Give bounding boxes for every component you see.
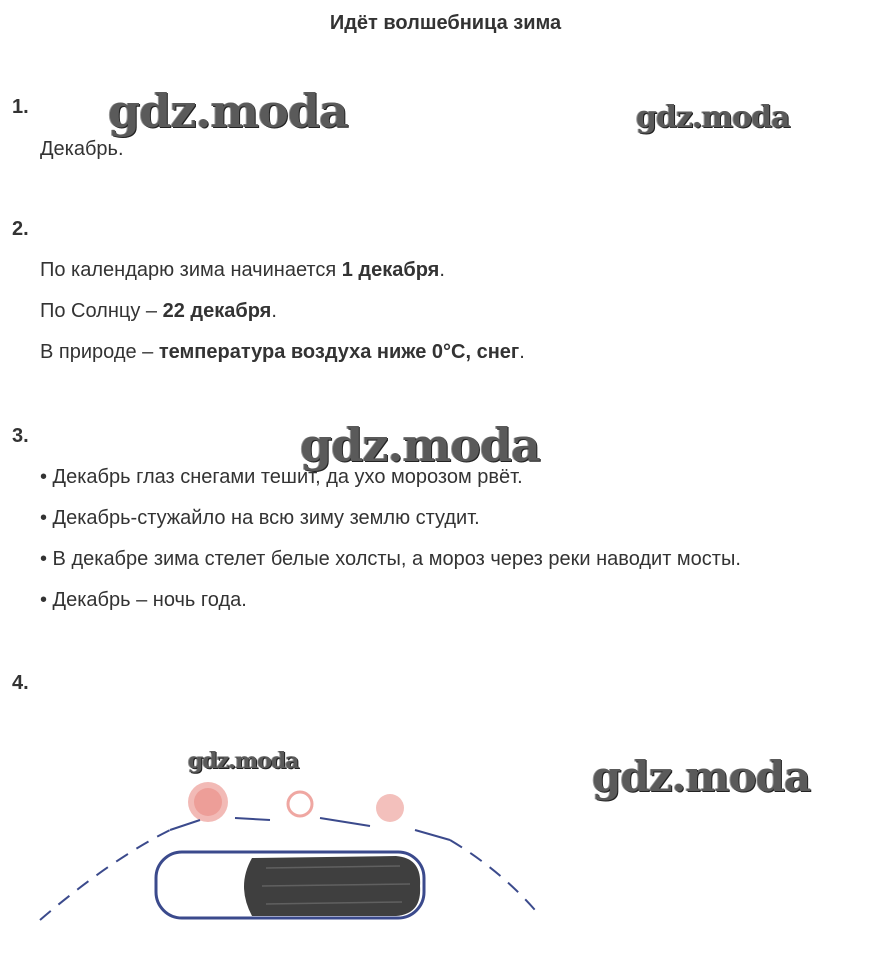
- sun-path-arc: [40, 830, 170, 920]
- proverb-line: • Декабрь – ночь года.: [40, 589, 247, 611]
- sun-icon: [376, 794, 404, 822]
- proverb-line: • В декабре зима стелет белые холсты, а мороз через реки наводит мосты.: [40, 548, 741, 570]
- item-number-4: 4.: [12, 672, 29, 694]
- watermark: gdz.moda: [188, 748, 299, 774]
- answer-line: Декабрь.: [40, 138, 124, 160]
- item-number-1: 1.: [12, 96, 29, 118]
- answer-line: По календарю зима начинается 1 декабря.: [40, 259, 445, 281]
- proverb-line: • Декабрь-стужайло на всю зиму землю студит.: [40, 507, 480, 529]
- page-title: Идёт волшебница зима: [329, 12, 562, 34]
- watermark: gdz.moda: [300, 418, 540, 472]
- watermark: gdz.moda: [108, 84, 348, 138]
- sun-path-arc: [450, 840, 535, 910]
- sun-icon: [188, 782, 228, 822]
- item-number-3: 3.: [12, 425, 29, 447]
- daylight-drawing: [30, 740, 550, 940]
- answer-line: В природе – температура воздуха ниже 0°С, снег.: [40, 341, 525, 363]
- answer-line: По Солнцу – 22 декабря.: [40, 300, 277, 322]
- watermark: gdz.moda: [636, 100, 790, 135]
- proverb-line: • Декабрь глаз снегами тешит, да ухо морозом рвёт.: [40, 466, 523, 488]
- watermark: gdz.moda: [592, 752, 811, 801]
- item-number-2: 2.: [12, 218, 29, 240]
- sun-icon: [288, 792, 312, 816]
